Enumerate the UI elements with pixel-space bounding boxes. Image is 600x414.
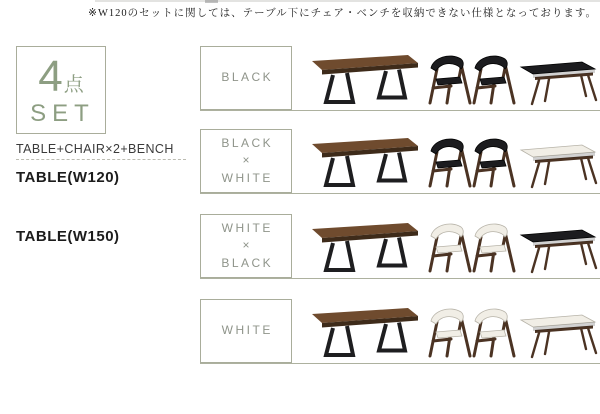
table-option-w120: TABLE(W120)	[16, 169, 120, 186]
chair	[430, 309, 470, 356]
furniture-set-photo	[300, 129, 600, 193]
color-label-line: BLACK	[221, 70, 274, 85]
variant-row-black	[200, 46, 600, 111]
color-label-line: ×	[242, 238, 252, 253]
table-option-w150: TABLE(W150)	[16, 228, 120, 245]
color-label-line: WHITE	[221, 220, 273, 235]
set-composition: TABLE+CHAIR×2+BENCH	[16, 142, 174, 156]
set-count-number: 4	[38, 51, 63, 101]
color-label-line: ×	[242, 153, 252, 168]
chair	[430, 139, 470, 186]
color-label-box	[200, 299, 292, 363]
dining-table	[312, 138, 418, 185]
furniture-set-photo	[300, 46, 600, 110]
top-edge-artifact-dark	[205, 0, 218, 3]
bench	[521, 145, 596, 187]
dining-table	[312, 223, 418, 270]
bench	[521, 230, 596, 272]
chair	[474, 56, 514, 103]
color-label-line: BLACK	[221, 135, 274, 150]
chair	[474, 309, 514, 356]
furniture-set-photo	[300, 214, 600, 278]
dashed-divider	[16, 159, 186, 160]
chair	[474, 139, 514, 186]
variant-row-black-white	[200, 129, 600, 194]
chair	[474, 224, 514, 271]
color-label-line: WHITE	[221, 323, 273, 338]
variant-row-white	[200, 299, 600, 364]
furniture-set-photo	[300, 299, 600, 363]
set-count	[38, 51, 84, 101]
set-count-unit: 点	[63, 73, 84, 96]
color-label-box	[200, 214, 292, 278]
dining-table	[312, 55, 418, 102]
dining-table	[312, 308, 418, 355]
bench	[521, 315, 596, 357]
top-edge-artifact	[95, 0, 600, 2]
variant-row-white-black	[200, 214, 600, 279]
color-label-line: WHITE	[221, 170, 273, 185]
color-label-box	[200, 46, 292, 110]
color-label-line: BLACK	[221, 255, 274, 270]
storage-note: ※W120のセットに関しては、テーブル下にチェア・ベンチを収納できない仕様となっております。	[88, 8, 597, 19]
bench	[521, 62, 596, 104]
chair	[430, 56, 470, 103]
set-count-badge	[16, 46, 106, 134]
color-label-box	[200, 129, 292, 193]
set-label: SET	[30, 99, 95, 127]
chair	[430, 224, 470, 271]
